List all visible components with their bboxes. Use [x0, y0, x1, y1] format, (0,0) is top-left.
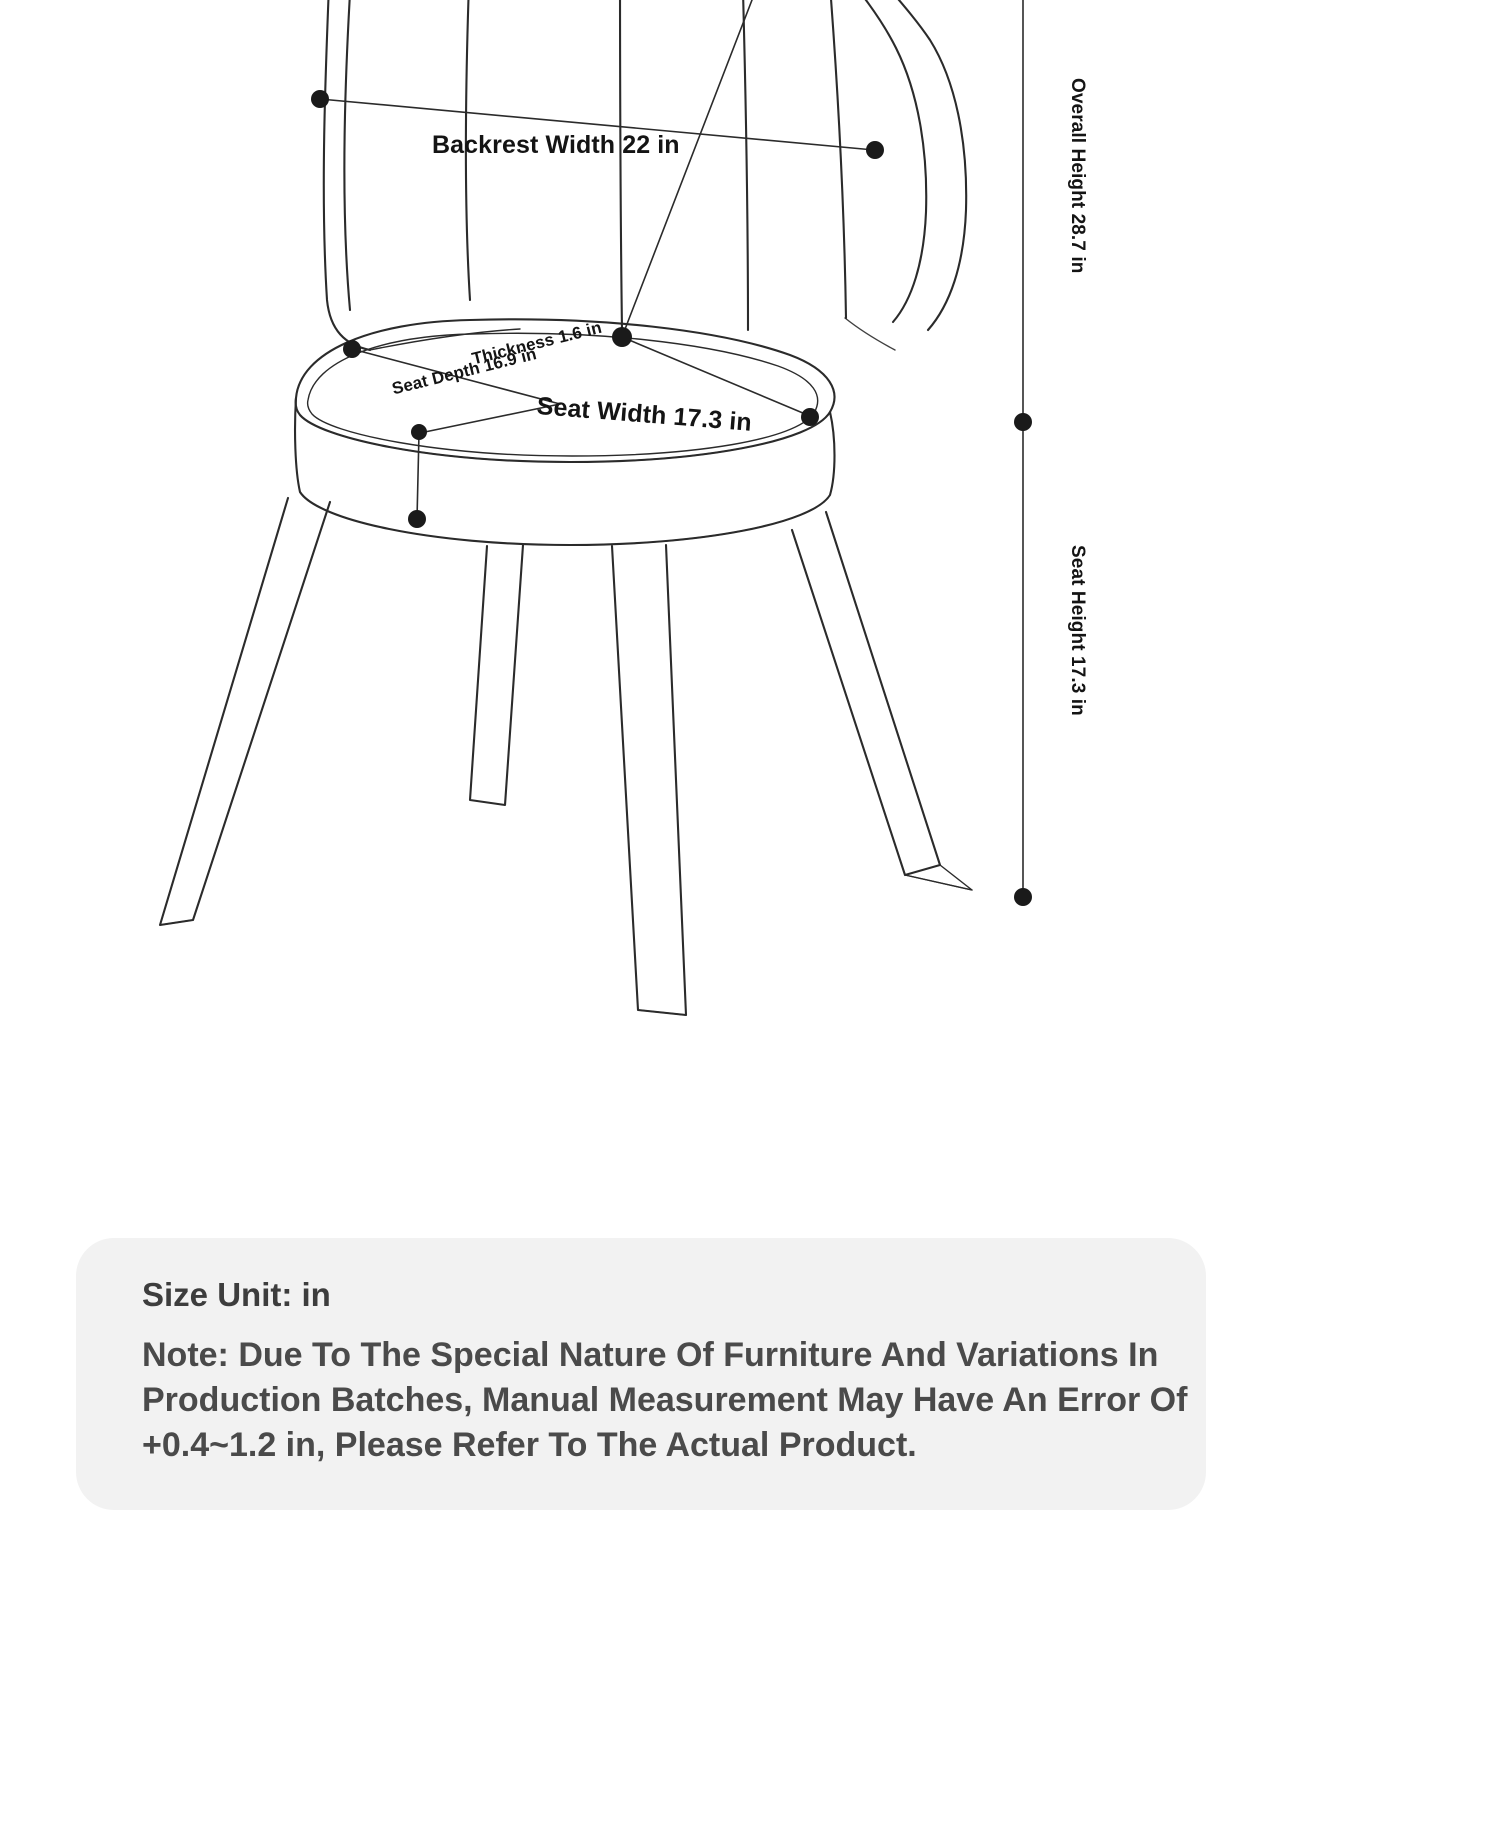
seat-depth-back-marker [343, 340, 361, 358]
size-unit-title: Size Unit: in [142, 1276, 331, 1313]
dimension-label-thickness: Thickness 1.6 in [470, 317, 604, 369]
leg-back-left [470, 545, 523, 805]
measurement-note-text: Note: Due To The Special Nature Of Furniture And Variations In Production Batches, Manual Measurement May Have An Error Of +0.4~1.2 in, Please Refer To The Actual Product. [142, 1336, 1188, 1464]
backrest-width-right-marker [866, 141, 884, 159]
seat-height-bottom-marker [1014, 888, 1032, 906]
size-note-card [76, 1238, 1206, 1510]
leg-front-left-foot [160, 920, 193, 925]
leg-front-left [160, 498, 330, 925]
seat-center-marker [612, 327, 632, 347]
seat-width-right-marker [801, 408, 819, 426]
dimension-label-seat-height: Seat Height 17.3 in [1067, 545, 1088, 716]
dimension-label-overall-height: Overall Height 28.7 in [1067, 78, 1088, 274]
dimension-label-seat-depth: Seat Depth 16.9 in [390, 344, 539, 399]
backrest-right-to-seat [845, 318, 895, 350]
leg-front-center-foot [638, 1010, 686, 1015]
leg-front-center [612, 545, 686, 1015]
backrest-flute-4 [742, 0, 748, 330]
seat-under-rim [300, 492, 830, 545]
leg-right [792, 512, 940, 875]
seat-thickness-top-marker [411, 424, 427, 440]
thickness-leader-line [622, 0, 752, 337]
dimension-label-backrest-width: Backrest Width 22 in [432, 131, 680, 159]
seat-thickness-bottom-marker [408, 510, 426, 528]
dimension-label-seat-width: Seat Width 17.3 in [535, 392, 753, 437]
backrest-width-left-marker [311, 90, 329, 108]
backrest-flute-1 [344, 0, 352, 310]
backrest-flute-3 [620, 0, 622, 330]
seat-height-top-marker [1014, 413, 1032, 431]
backrest-flute-5 [828, 0, 846, 318]
